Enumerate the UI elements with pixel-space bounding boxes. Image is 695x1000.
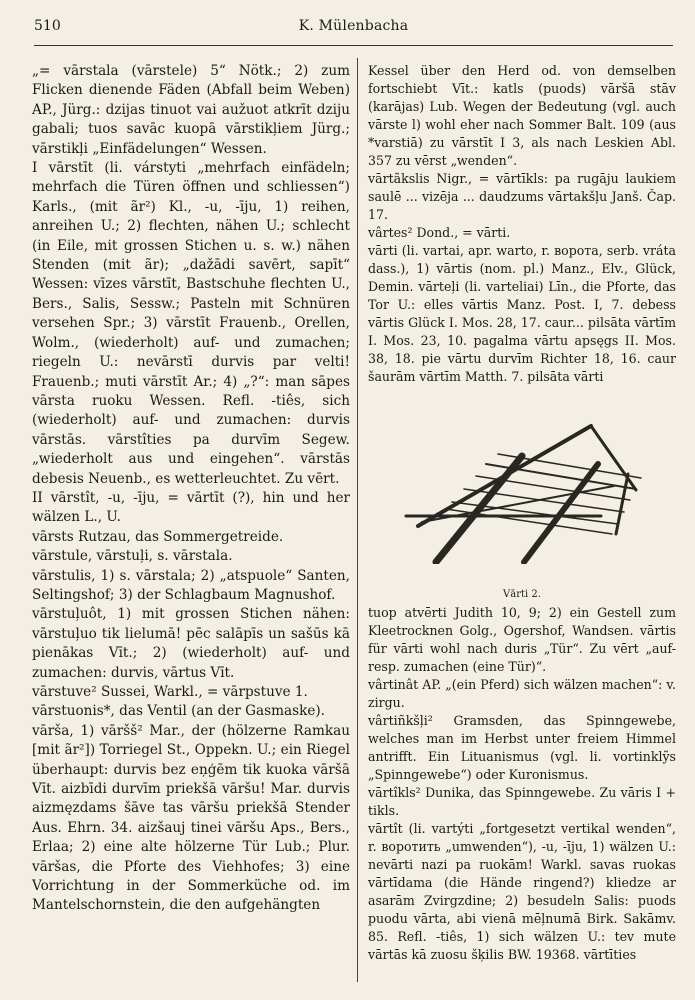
page-header: [34, 18, 673, 40]
entry-varti-cont: tuop atvērti Judith 10, 9; 2) ein Gestell zum Kleetrocknen Golg., Ogershof, Wandsen. vārtis für vārti wohl nach duris „Tür“. Zu vērt „auf- resp. zumachen (eine Tür)“.: [368, 605, 676, 674]
entry-varstit-2: II vārstît, -u, -īju, = vārtīt (?), hin und her wälzen L., U.: [32, 489, 350, 526]
entry-varsa: vārša, 1) vāršš² Mar., der (hölzerne Ramkau [mit ãr²]) Torriegel St., Oppekn. U.; ein Riegel überhaupt: durvis bez eņģēm tik kuoka vāršā Vīt. aizbīdi durvīm priekšā vāršu! Mar. durvis aizmęzdams šāve tas vāršu priekšā Stender Aus. Ehrn. 34. aizšauj tinei vāršu Aps., Bers., Erlaa; 2) eine alte hölzerne Tür Lub.; Plur. vāršas, die Pforte des Viehhofes; 3) eine Vorrichtung in der Sommerküche od. im Mantelschornstein, die den aufgehängten: [32, 722, 350, 914]
entry-vartinksli: vârtiñkšļi² Gramsden, das Spinngewebe, welches man im Herbst unter freiem Himmel antrifft. Ein Lituanismus (vgl. li. vortinklỹs „Spinngewebe“) oder Kuronismus.: [368, 713, 676, 782]
left-column: [32, 62, 350, 916]
figure-caption: Vārti 2.: [503, 589, 541, 600]
entry-varsts: vārsts Rutzau, das Sommergetreide.: [32, 528, 284, 545]
entry-vartit: vārtît (li. vartýti „fortgesetzt vertikal wenden“, r. воротить „umwenden“), -u, -īju, 1) wälzen U.: nevārti nazi pa ruokām! Warkl. savas ruokas vārtīdama (die Hände ringend?) kliedze ar asarām Zvirgzdine; 2) besudeln Salis: puods puodu vārta, abi vienā mēļnumā Birk. Sakāmv. 85. Refl. -tiês, 1) sich wälzen U.: tev mute vārtās kā zuosu šķilis BW. 19368. vārtīties: [368, 821, 676, 962]
entry-vartakslis: vārtãkslis Nigr., = vārtīkls: pa rugāju laukiem saulē ... vizēja ... daudzums vārtakšļu Janš. Čap. 17.: [368, 171, 676, 222]
entry-vartikls: vārtîkls² Dunika, das Spinngewebe. Zu vāris I + tikls.: [368, 785, 676, 818]
column-divider: [357, 58, 358, 982]
entry-varstule: vārstule, vārstuļi, s. vārstala.: [32, 548, 233, 565]
page-number: 510: [34, 18, 61, 34]
running-head: K. Mülenbacha: [298, 18, 409, 34]
entry-vartinat: vârtinât AP. „(ein Pferd) sich wälzen machen“: v. zirgu.: [368, 677, 676, 710]
entry-varstit-1: I vārstīt (li. várstyti „mehrfach einfädeln; mehrfach die Türen öffnen und schliessen“) Karls., (mit ãr²) Kl., -u, -īju, 1) reihen, anreihen U.; 2) flechten, nähen U.; schlecht (in Eile, mit grossen Stichen u. s. w.) nähen Stenden (mit ãr); „dažādi savērt, sapīt“ Wessen: vīzes vārstīt, Bastschuhe flechten U., Bers., Salis, Sessw.; Pasteln mit Schnüren versehen Spr.; 3) vārstīt Frauenb., Orellen, Wolm., (wiederholt) auf- und zumachen; riegeln U.: nevārstī durvis par velti! Frauenb.; muti vārstīt Ar.; 4) „?“: man sāpes vārsta ruoku Wessen. Refl. -tiês, sich (wiederholt) auf- und zumachen: durvis vārstās. vārstîties pa durvīm Segew. „wiederholt aus und eingehen“. vārstās debesis Neuenb., es wetterleuchtet. Zu vērt.: [32, 160, 350, 487]
header-rule: [34, 45, 673, 46]
entry-varti: vārti (li. vartai, apr. warto, r. ворота, serb. vráta dass.), 1) vārtis (nom. pl.) Manz., Elv., Glück, Demin. vārteļi (li. varteliai) Līn., die Pforte, das Tor U.: elles vārtis Manz. Post. I, 7. debess vārtis Glück I. Mos. 28, 17. caur... pilsāta vārtīm I. Mos. 23, 10. pagalma vārtu apsęgs II. Mos. 38, 18. pie vārtu durvīm Richter 18, 16. caur šaurām vārtīm Matth. 7. pilsāta vārti: [368, 243, 676, 384]
entry-varstuluot: vārstuļuôt, 1) mit grossen Stichen nähen: vārstuļuo tik lielumā! pēc salāpīs un sašūs kā pienākas Vīt.; 2) (wiederholt) auf- und zumachen: durvis, vārtus Vīt.: [32, 606, 350, 681]
right-column: [368, 62, 676, 964]
entry-varstuve: vārstuve² Sussei, Warkl., = vārpstuve 1.: [32, 684, 308, 700]
entry-varsa-cont: Kessel über den Herd od. von demselben fortschiebt Vīt.: katls (puods) vāršā stāv (karājas) Lub. Wegen der Bedeutung (vgl. auch vārste l) wohl eher nach Sommer Balt. 109 (aus *varstiā) zu vārstīt I 3, als nach Leskien Abl. 357 zu vērst „wenden“.: [368, 63, 676, 168]
entry-varstuonis: vārstuonis*, das Ventil (an der Gasmaske).: [32, 703, 325, 720]
entry-varstala-cont: „= vārstala (vārstele) 5“ Nötk.; 2) zum Flicken dienende Fäden (Abfall beim Weben) AP., Jürg.: dzijas tinuot vai aužuot atkrīt dziju gabali; tuos savāc kuopā vārstikļiem Jürg.; vārstikļi „Einfädelungen“ Wessen.: [32, 63, 350, 157]
drying-rack-illustration: [368, 392, 676, 582]
entry-vartes: vârtes² Dond., = vārti.: [368, 225, 511, 240]
entry-varstulis: vārstulis, 1) s. vārstala; 2) „atspuole“ Santen, Seltingshof; 3) der Schlagbaum Magnushof.: [32, 567, 350, 603]
drying-rack-figure: [386, 394, 656, 564]
